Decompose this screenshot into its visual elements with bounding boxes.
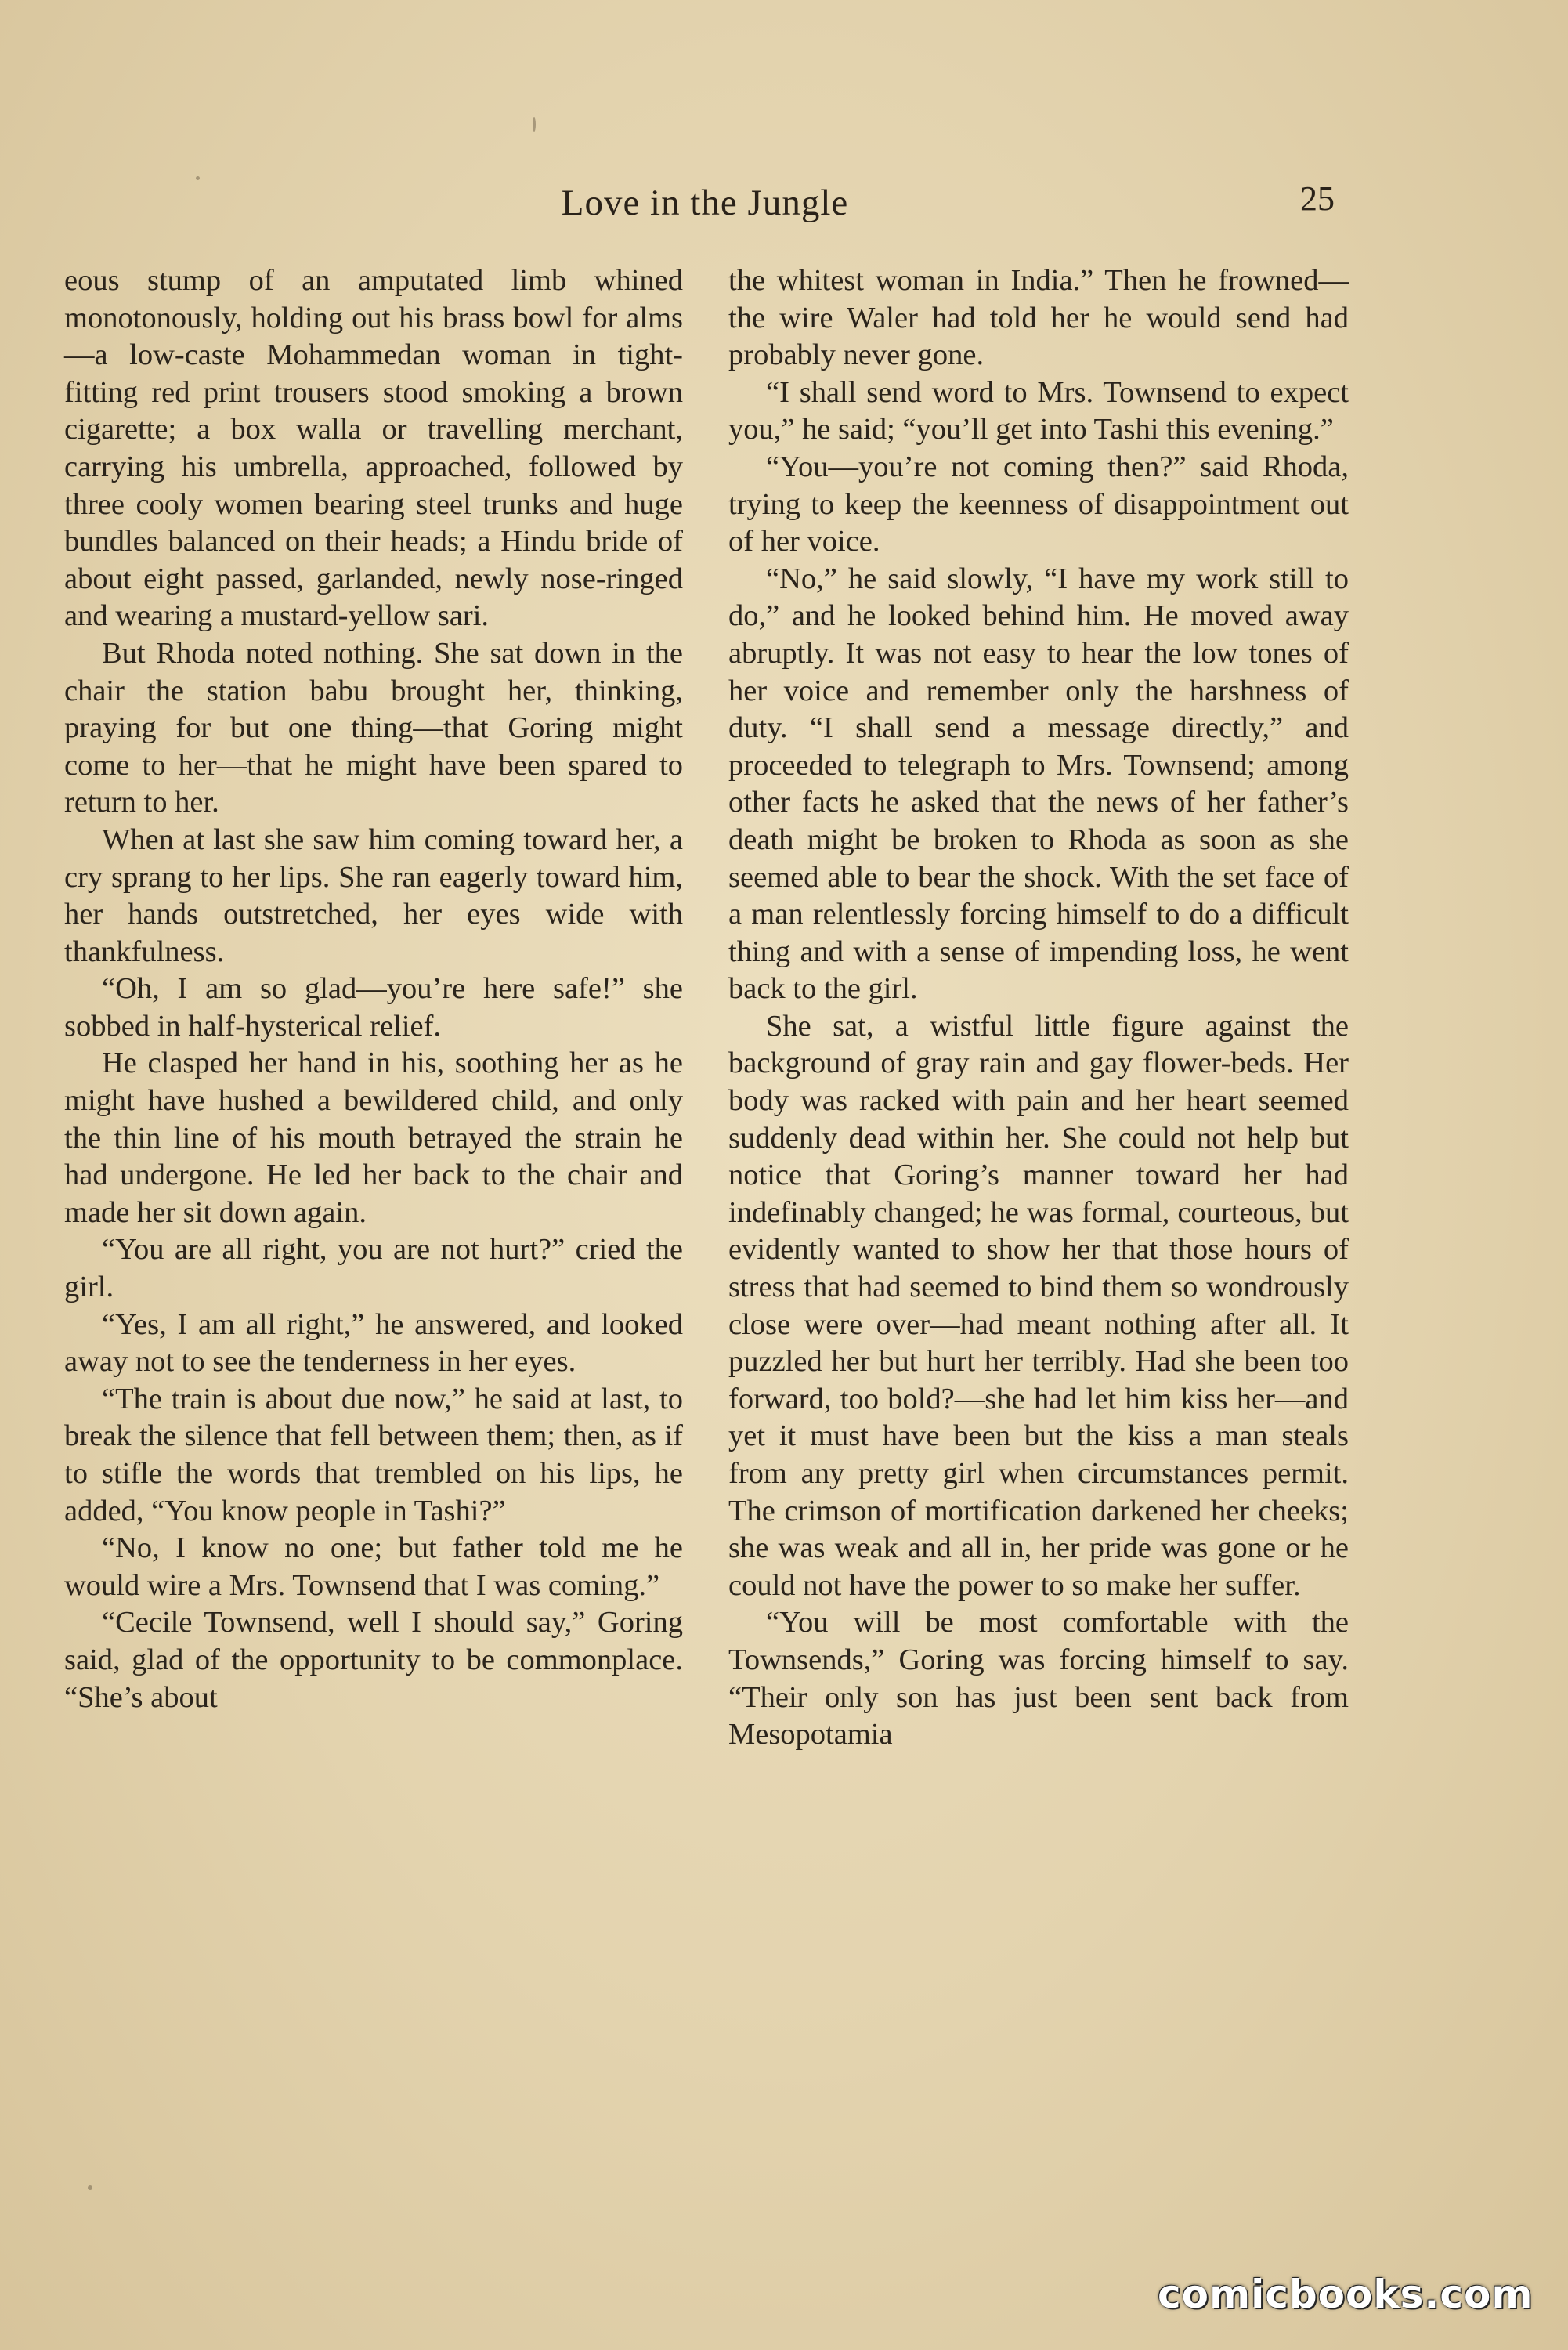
paragraph: “Cecile Townsend, well I should say,” Goring said, glad of the opportunity to be commonplace. “She’s about [64,1606,683,1714]
running-header [0,179,1568,237]
paragraph: eous stump of an amputated limb whined monotonously, holding out his brass bowl for alms—a low-caste Mohammedan woman in tight-fitting red print trousers stood smoking a brown cigarette; a box walla or travelling merchant, carrying his umbrella, approached, followed by three cooly women bearing steel trunks and huge bundles balanced on their heads; a Hindu bride of about eight passed, garlanded, newly nose-ringed and wearing a mustard-yellow sari. [64,264,683,633]
paragraph: When at last she saw him coming toward her, a cry sprang to her lips. She ran eagerly toward him, her hands outstretched, her eyes wide with thankfulness. [64,822,683,968]
paragraph: “No,” he said slowly, “I have my work still to do,” and he looked behind him. He moved away abruptly. It was not easy to hear the low tones of her voice and remember only the harshness of duty. “I shall send a message directly,” and proceeded to telegraph to Mrs. Townsend; among other facts he asked that the news of her father’s death might be broken to Rhoda as soon as she seemed able to bear the shock. With the set face of a man relentlessly forcing himself to do a difficult thing and with a sense of impending loss, he went back to the girl. [728,562,1349,1006]
left-column [64,262,683,1716]
paragraph: “You are all right, you are not hurt?” cried the girl. [64,1233,683,1304]
paragraph: She sat, a wistful little figure against the background of gray rain and gay flower-beds. Her body was racked with pain and her heart seemed suddenly dead within her. She could not help but notice that Goring’s manner toward her had indefinably changed; he was formal, courteous, but evidently wanted to show her that those hours of stress that had seemed to bind them so wondrously close were over—had meant nothing after all. It puzzled her but hurt her terribly. Had she been too forward, too bold?—she had let him kiss her—and yet it must have been but the kiss a man steals from any pretty girl when circumstances permit. The crimson of mortification darkened her cheeks; she was weak and all in, her pride was gone or he could not have the power to so make her suffer. [728,1009,1349,1602]
paragraph: “Oh, I am so glad—you’re here safe!” she sobbed in half-hysterical relief. [64,972,683,1043]
paper-speck [533,118,536,132]
paragraph: “You will be most comfortable with the Townsends,” Goring was forcing himself to say. “Their only son has just been sent back from Mesopotamia [728,1606,1349,1752]
right-column [728,262,1349,1754]
running-title: Love in the Jungle [561,183,849,223]
site-watermark: comicbooks.com [1158,2272,1534,2317]
paragraph: He clasped her hand in his, soothing her as he might have hushed a bewildered child, and only the thin line of his mouth betrayed the strain he had undergone. He led her back to the chair and made her sit down again. [64,1047,683,1229]
paragraph: the whitest woman in India.” Then he frowned—the wire Waler had told her he would send had probably never gone. [728,264,1349,372]
paragraph: “No, I know no one; but father told me he would wire a Mrs. Townsend that I was coming.” [64,1531,683,1602]
paragraph: “The train is about due now,” he said at last, to break the silence that fell between them; then, as if to stifle the words that trembled on his lips, he added, “You know people in Tashi?” [64,1382,683,1528]
paragraph: But Rhoda noted nothing. She sat down in the chair the station babu brought her, thinking, praying for but one thing—that Goring might come to her—that he might have been spared to return to her. [64,636,683,819]
paragraph: “You—you’re not coming then?” said Rhoda, trying to keep the keenness of disappointment out of her voice. [728,450,1349,559]
paragraph: “Yes, I am all right,” he answered, and looked away not to see the tenderness in her eyes. [64,1307,683,1379]
paragraph: “I shall send word to Mrs. Townsend to expect you,” he said; “you’ll get into Tashi this evening.” [728,375,1349,446]
paper-speck [196,176,200,180]
paper-speck [88,2186,92,2190]
page-number: 25 [1300,179,1335,218]
